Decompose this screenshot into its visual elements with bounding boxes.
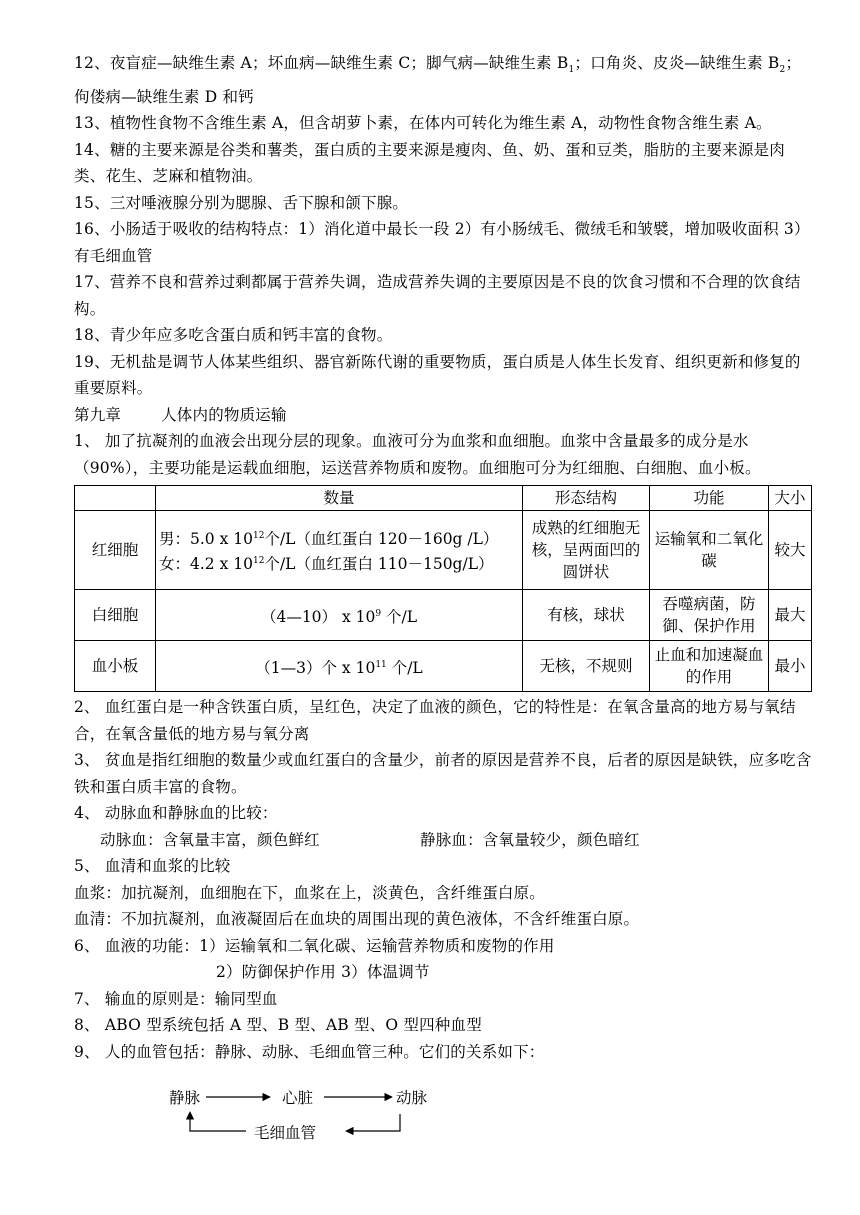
- arterial-blood-text: 动脉血：含氧量丰富，颜色鲜红: [100, 830, 320, 849]
- artery-vein-compare: [74, 827, 814, 854]
- vein-label: 静脉: [169, 1089, 201, 1107]
- item-15: 15、三对唾液腺分别为腮腺、舌下腺和颌下腺。: [74, 193, 409, 212]
- arrow-artery-to-capillary: [346, 1114, 400, 1131]
- item-18: 18、青少年应多吃含蛋白质和钙丰富的食物。: [74, 326, 393, 345]
- artery-label: 动脉: [396, 1089, 428, 1107]
- chapter-number: 第九章: [74, 405, 122, 424]
- chapter-item-7: 7、 输血的原则是：输同型血: [74, 989, 278, 1008]
- venous-blood-text: 静脉血：含氧量较少，颜色暗红: [420, 830, 640, 849]
- chapter-title: 人体内的物质运输: [161, 405, 287, 424]
- header-size: 大小: [769, 486, 812, 511]
- cell-size: 较大: [769, 511, 812, 590]
- cell-shape: 无核，不规则: [523, 641, 650, 692]
- table-header-row: [75, 486, 812, 511]
- cell-function: 运输氧和二氧化碳: [650, 511, 769, 590]
- table-row: [75, 511, 812, 590]
- chapter-item-6: 6、 血液的功能：1）运输氧和二氧化碳、运输营养物质和废物的作用: [74, 936, 555, 955]
- cell-quantity: 男：5.0 x $10^{12}$个/L（血红蛋白 120－160g /L） 女：4.2 x $10^{12}$个/L（血红蛋白 110－150g/L）: [156, 511, 523, 590]
- item-12: 12、夜盲症—缺维生素 A；坏血病—缺维生素 C；脚气病—缺维生素 $B_1$；口角炎、皮炎—缺维生素 $B_2$；佝偻病—缺维生素 D 和钙: [74, 54, 802, 106]
- item-16: 16、小肠适于吸收的结构特点：1）消化道中最长一段 2）有小肠绒毛、微绒毛和皱襞，增加吸收面积 3）有毛细血管: [74, 220, 810, 265]
- chapter-heading: [74, 402, 814, 429]
- chapter-item-3: 3、 贫血是指红细胞的数量少或血红蛋白的含量少，前者的原因是营养不良，后者的原因是缺铁，应多吃含铁和蛋白质丰富的食物。: [74, 751, 812, 796]
- item-13: 13、植物性食物不含维生素 A，但含胡萝卜素，在体内可转化为维生素 A，动物性食物含维生素 A。: [74, 114, 772, 133]
- blood-cell-table: [74, 485, 812, 692]
- chapter-item-1: 1、 加了抗凝剂的血液会出现分层的现象。血液可分为血浆和血细胞。血浆中含量最多的成分是水（90%），主要功能是运载血细胞，运送营养物质和废物。血细胞可分为红细胞、白细胞、血小板。: [74, 432, 761, 477]
- cell-quantity: （1—3）个 x $10^{11}$ 个/L: [156, 641, 523, 692]
- document-page: [74, 50, 814, 1065]
- cell-shape: 成熟的红细胞无核，呈两面凹的圆饼状: [523, 511, 650, 590]
- item-17: 17、营养不良和营养过剩都属于营养失调，造成营养失调的主要原因是不良的饮食习惯和不合理的饮食结构。: [74, 273, 801, 318]
- item-14: 14、糖的主要来源是谷类和薯类，蛋白质的主要来源是瘦肉、鱼、奶、蛋和豆类，脂肪的主要来源是肉类、花生、芝麻和植物油。: [74, 140, 785, 186]
- table-row: [75, 641, 812, 692]
- cell-function: 止血和加速凝血的作用: [650, 641, 769, 692]
- arrow-capillary-to-vein: [190, 1112, 246, 1131]
- item-19: 19、无机盐是调节人体某些组织、器官新陈代谢的重要物质，蛋白质是人体生长发育、组织更新和修复的重要原料。: [74, 352, 801, 398]
- cell-quantity: （4—10） x $10^9$ 个/L: [156, 590, 523, 641]
- capillary-label: 毛细血管: [254, 1124, 317, 1142]
- cell-size: 最小: [769, 641, 812, 692]
- table-row: [75, 590, 812, 641]
- header-quantity: 数量: [156, 486, 523, 511]
- heart-label: 心脏: [282, 1089, 314, 1107]
- plasma-text: 血浆：加抗凝剂，血细胞在下，血浆在上，淡黄色，含纤维蛋白原。: [74, 883, 546, 902]
- chapter-item-5: 5、 血清和血浆的比较: [74, 857, 231, 876]
- cell-name: 红细胞: [75, 511, 156, 590]
- chapter-item-9: 9、 人的血管包括：静脉、动脉、毛细血管三种。它们的关系如下：: [74, 1042, 545, 1061]
- chapter-item-4: 4、 动脉血和静脉血的比较：: [74, 804, 278, 823]
- blood-vessel-diagram: [74, 1080, 494, 1150]
- header-blank: [75, 486, 156, 511]
- cell-shape: 有核，球状: [523, 590, 650, 641]
- chapter-item-2: 2、 血红蛋白是一种含铁蛋白质，呈红色，决定了血液的颜色，它的特性是：在氧含量高的地方易与氧结合，在氧含量低的地方易与氧分离: [74, 698, 796, 743]
- cell-name: 白细胞: [75, 590, 156, 641]
- cell-function: 吞噬病菌，防御、保护作用: [650, 590, 769, 641]
- cell-size: 最大: [769, 590, 812, 641]
- chapter-item-6-continued: 2）防御保护作用 3）体温调节: [216, 963, 430, 982]
- header-function: 功能: [650, 486, 769, 511]
- header-shape: 形态结构: [523, 486, 650, 511]
- chapter-item-8: 8、 ABO 型系统包括 A 型、B 型、AB 型、O 型四种血型: [74, 1016, 482, 1035]
- cell-name: 血小板: [75, 641, 156, 692]
- serum-text: 血清：不加抗凝剂，血液凝固后在血块的周围出现的黄色液体，不含纤维蛋白原。: [74, 910, 640, 929]
